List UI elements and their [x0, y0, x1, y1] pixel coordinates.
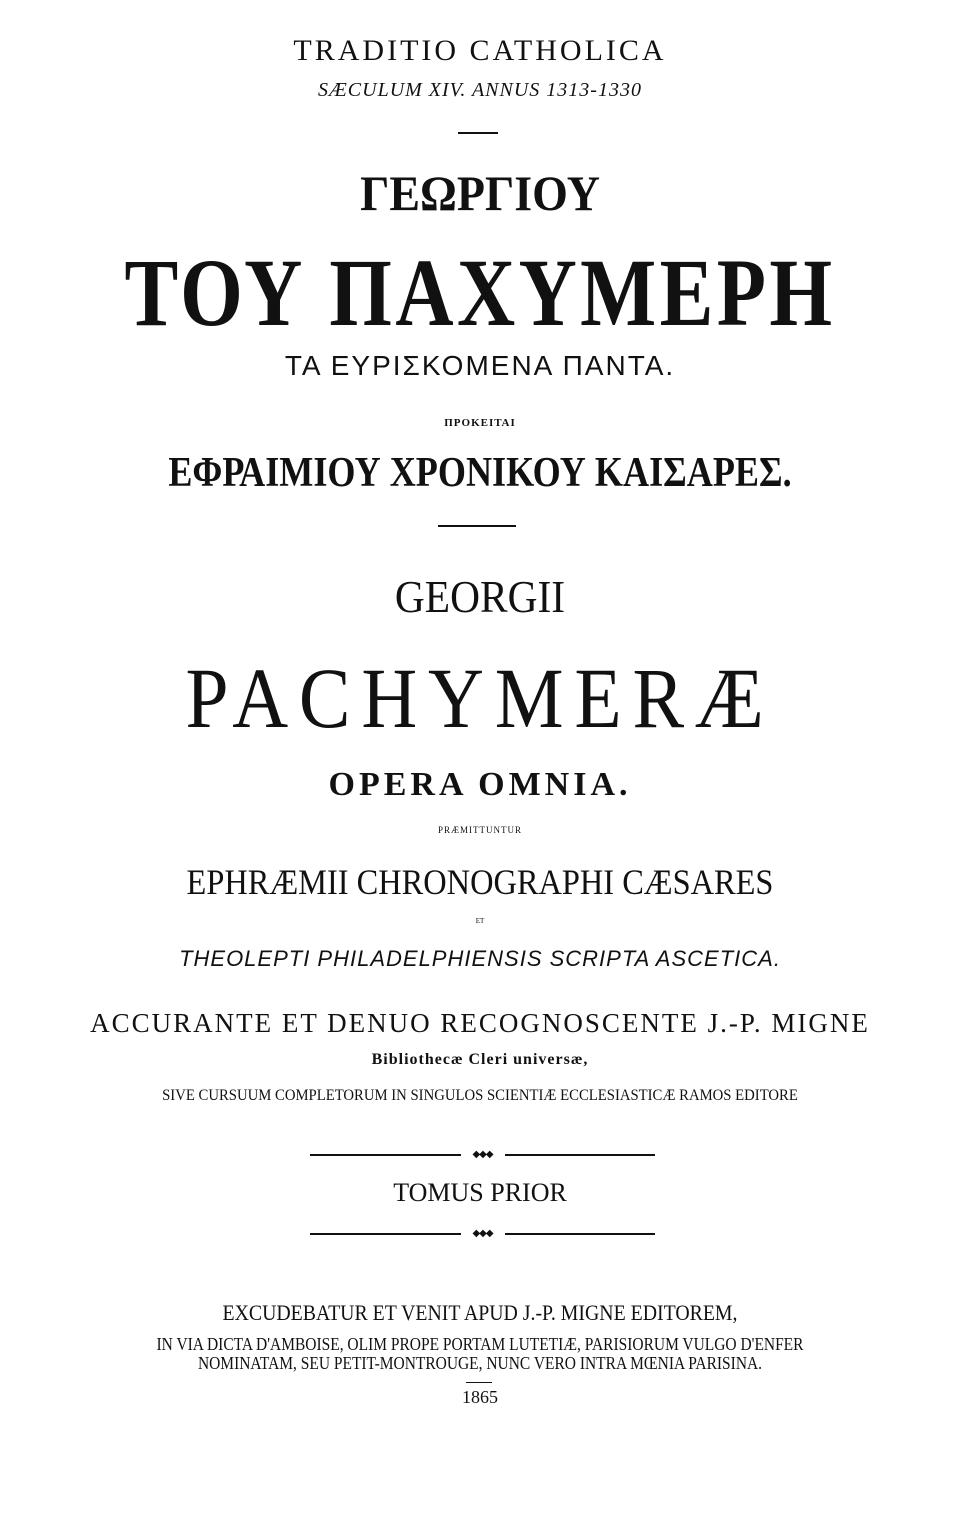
- greek-ephraem-title: ΕΦΡΑΙΜΙΟΥ ΧΡΟΝΙΚΟΥ ΚΑΙΣΑΡΕΣ.: [168, 450, 792, 496]
- volume-label: TOMUS PRIOR: [393, 1178, 567, 1207]
- greek-author-last: ΤΟΥ ΠΑΧΥΜΕΡΗ: [124, 239, 836, 346]
- greek-work-title: ΤΑ ΕΥΡΙΣΚΟΜΕΝΑ ΠΑΝΤΑ.: [284, 350, 676, 381]
- ornamental-divider-bottom: [310, 1229, 655, 1241]
- editor-description: SIVE CURSUUM COMPLETORUM IN SINGULOS SCIENTIÆ ECCLESIASTICÆ RAMOS EDITORE: [162, 1087, 798, 1104]
- ornament-glyph: ◆◆◆: [461, 1150, 505, 1160]
- editor-credit: ACCURANTE ET DENUO RECOGNOSCENTE J.-P. MIGNE: [90, 1008, 870, 1038]
- imprint-address-1: IN VIA DICTA D'AMBOISE, OLIM PROPE PORTAM LUTETIÆ, PARISIORUM VULGO D'ENFER: [156, 1334, 804, 1354]
- latin-author-first: GEORGII: [394, 571, 566, 622]
- ornament-glyph: ◆◆◆: [461, 1229, 505, 1239]
- divider-1: [458, 132, 498, 134]
- ornamental-divider-top: [310, 1150, 655, 1162]
- latin-author-last: PACHYMERÆ: [185, 650, 775, 746]
- series-period: SÆCULUM XIV. ANNUS 1313-1330: [318, 79, 642, 101]
- latin-theolepti-title: THEOLEPTI PHILADELPHIENSIS SCRIPTA ASCETICA.: [179, 946, 781, 971]
- imprint-publisher: EXCUDEBATUR ET VENIT APUD J.-P. MIGNE EDITOREM,: [222, 1300, 738, 1325]
- imprint-address-2: NOMINATAM, SEU PETIT-MONTROUGE, NUNC VERO INTRA MŒNIA PARISINA.: [197, 1353, 763, 1373]
- greek-author-first: ΓΕΩΡΓΙΟΥ: [360, 165, 600, 221]
- latin-ephraem-title: EPHRÆMII CHRONOGRAPHI CÆSARES: [186, 862, 774, 902]
- series-title: TRADITIO CATHOLICA: [293, 34, 667, 67]
- greek-preface-word: ΠΡΟΚΕΙΤΑΙ: [444, 417, 516, 429]
- latin-work-title: OPERA OMNIA.: [328, 766, 632, 803]
- publication-year: 1865: [462, 1387, 498, 1407]
- divider-year: [466, 1382, 492, 1383]
- conjunction-et: ET: [475, 917, 485, 925]
- praemittuntur-label: PRÆMITTUNTUR: [437, 825, 522, 835]
- divider-2: [438, 525, 516, 527]
- editor-library: Bibliothecæ Cleri universæ,: [371, 1051, 589, 1068]
